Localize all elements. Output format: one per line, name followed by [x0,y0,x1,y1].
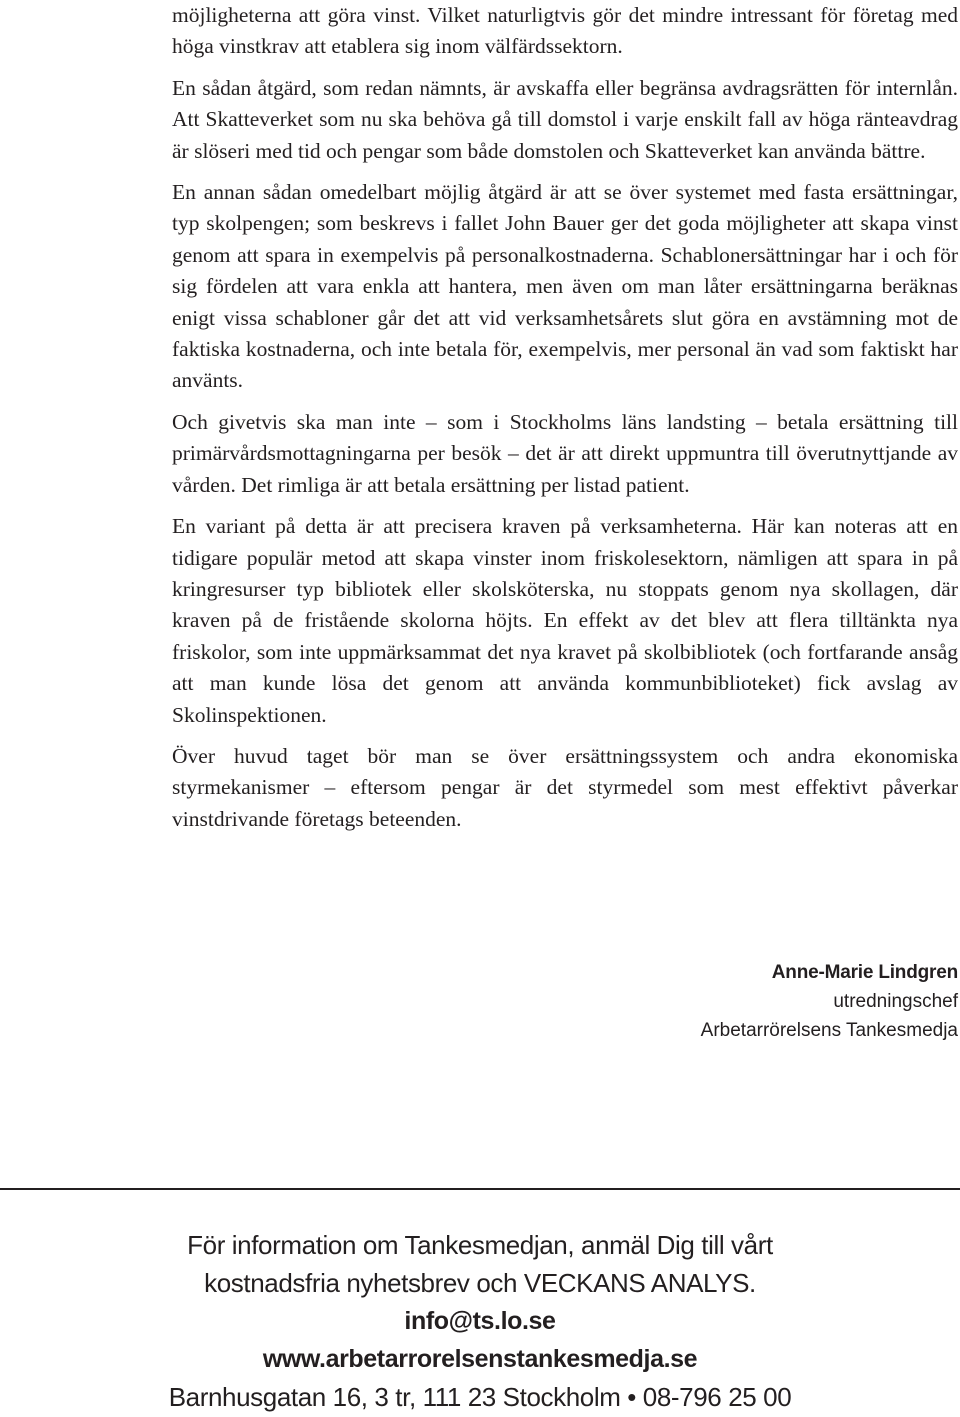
paragraph: Och givetvis ska man inte – som i Stockholms läns landsting – betala ersättning till primärvårdsmottagningarna per besök – det är att direkt uppmuntra till överutnyttjande av vården. Det rimliga är att betala ersättning per listad patient. [172,409,958,497]
paragraph: Över huvud taget bör man se över ersättningssystem och andra ekonomiska styrmekanismer – eftersom pengar är det styrmedel som mest effektivt påverkar vinstdrivande företags beteenden. [172,743,958,831]
paragraph: En annan sådan omedelbart möjlig åtgärd är att se över systemet med fasta ersättningar, typ skolpengen; som beskrevs i fallet John Bauer ger det goda möjligheter att skapa vinst genom att spara in exempelvis på personalkostnaderna. Schablonersättningar har i och för sig fördelen att vara enkla att hantera, men även om man låter ersättningarna beräknas enigt vissa schabloner går det att vid verksamhetsårets slut göra en avstämning mot de faktiska kostnaderna, och inte betala för, exempelvis, mer personal än vad som faktiskt har använts. [172,180,958,393]
author-title: utredningschef [833,991,958,1012]
footer-divider [0,1188,960,1190]
paragraph: En sådan åtgärd, som redan nämnts, är avskaffa eller begränsa avdragsrätten för internlån. Att Skatteverket som nu ska behöva gå till domstol i varje enskilt fall av höga ränteavdrag är slöseri med tid och pengar som både domstolen och Skatteverket kan använda bättre. [172,75,958,163]
footer [0,1226,960,1416]
author-organization: Arbetarrörelsens Tankesmedja [700,1020,958,1041]
article-body [172,0,958,845]
author-name: Anne-Marie Lindgren [771,962,958,983]
email-link[interactable]: info@ts.lo.se [404,1307,556,1335]
paragraph: En variant på detta är att precisera kraven på verksamheterna. Här kan noteras att en tidigare populär metod att skapa vinster inom friskolesektorn, nämligen att spara in på kringresurser typ bibliotek eller skolsköterska, nu stoppats genom nya skollagen, där kraven på de fristående skolorna höjts. En effekt av det blev att flera tilltänkta nya friskolor, som inte uppmärksammat det nya kravet på skolbibliotek (och fortfarande ansåg att man kunde lösa det genom att använda kommunbiblioteket) fick avslag av Skolinspektionen. [172,514,958,727]
signature-block [701,958,958,1045]
website-link[interactable]: www.arbetarrorelsenstankesmedja.se [262,1345,698,1373]
paragraph: möjligheterna att göra vinst. Vilket naturligtvis gör det mindre intressant för företag med höga vinstkrav att etablera sig inom välfärdssektorn. [172,3,958,59]
footer-address: Barnhusgatan 16, 3 tr, 111 23 Stockholm • 08-796 25 00 [168,1382,792,1412]
footer-info-line-2: kostnadsfria nyhetsbrev och VECKANS ANALYS. [204,1268,756,1298]
footer-info-line-1: För information om Tankesmedjan, anmäl Dig till vårt [187,1230,773,1260]
